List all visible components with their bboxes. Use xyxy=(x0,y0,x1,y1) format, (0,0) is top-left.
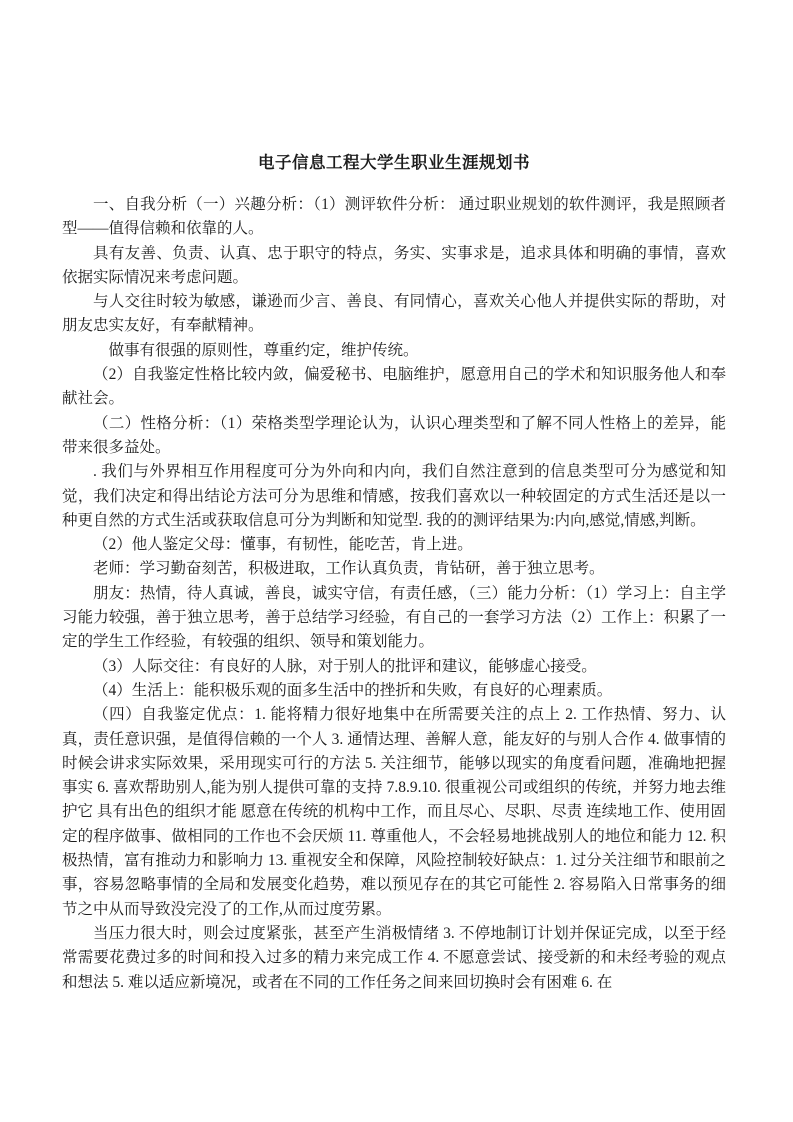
paragraph: （四）自我鉴定优点：1. 能将精力很好地集中在所需要关注的点上 2. 工作热情、努力、认真，责任意识强，是值得信赖的一个人 3. 通情达理、善解人意，能友好的与别人合作 4. 做事情的时候会讲求实际效果，采用现实可行的方法 5. 关注细节，能够以现实的角度看问题，准确地把握事实 6. 喜欢帮助别人,能为别人提供可靠的支持 7.8.9.10. 很重视公司或组织的传统，并努力地去维护它 具有出色的组织才能 愿意在传统的机构中工作，而且尽心、尽职、尽责 连续地工作、使用固定的程序做事、做相同的工作也不会厌烦 11. 尊重他人，不会轻易地挑战别人的地位和能力 12. 积极热情，富有推动力和影响力 13. 重视安全和保障，风险控制较好缺点：1. 过分关注细节和眼前之事，容易忽略事情的全局和发展变化趋势，难以预见存在的其它可能性 2. 容易陷入日常事务的细节之中从而导致没完没了的工作,从而过度劳累。 xyxy=(62,706,726,918)
paragraph: （3）人际交往：有良好的人脉，对于别人的批评和建议，能够虚心接受。 xyxy=(93,657,597,675)
paragraph: 一、自我分析（一）兴趣分析：（1）测评软件分析： 通过职业规划的软件测评，我是照顾者型——值得信赖和依靠的人。 xyxy=(62,196,726,238)
paragraph: （二）性格分析：（1）荣格类型学理论认为，认识心理类型和了解不同人性格上的差异，能带来很多益处。 xyxy=(62,414,726,456)
paragraph: （2）他人鉴定父母：懂事，有韧性，能吃苦，肯上进。 xyxy=(93,536,473,554)
paragraph: 老师：学习勤奋刻苦，积极进取，工作认真负责，肯钻研，善于独立思考。 xyxy=(93,560,605,578)
document-title: 电子信息工程大学生职业生涯规划书 xyxy=(258,153,530,172)
paragraph: 具有友善、负责、认真、忠于职守的特点，务实、实事求是，追求具体和明确的事情，喜欢依据实际情况来考虑问题。 xyxy=(62,244,726,286)
paragraph: 当压力很大时，则会过度紧张，甚至产生消极情绪 3. 不停地制订计划并保证完成，以至于经常需要花费过多的时间和投入过多的精力来完成工作 4. 不愿意尝试、接受新的和未经考验的观点和想法 5. 难以适应新境况，或者在不同的工作任务之间来回切换时会有困难 6. 在 xyxy=(62,924,726,991)
paragraph: 朋友：热情，待人真诚，善良，诚实守信，有责任感，（三）能力分析：（1）学习上：自主学习能力较强，善于独立思考，善于总结学习经验，有自己的一套学习方法（2）工作上：积累了一定的学生工作经验，有较强的组织、领导和策划能力。 xyxy=(62,584,726,651)
paragraph: . 我们与外界相互作用程度可分为外向和内向，我们自然注意到的信息类型可分为感觉和知觉，我们决定和得出结论方法可分为思维和情感，按我们喜欢以一种较固定的方式生活还是以一种更自然的方式生活或获取信息可分为判断和知觉型. 我的的测评结果为:内向,感觉,情感,判断。 xyxy=(62,463,726,529)
paragraph: 与人交往时较为敏感，谦逊而少言、善良、有同情心，喜欢关心他人并提供实际的帮助，对朋友忠实友好，有奉献精神。 xyxy=(62,293,726,335)
paragraph: （4）生活上：能积极乐观的面多生活中的挫折和失败，有良好的心理素质。 xyxy=(93,681,613,699)
paragraph: 做事有很强的原则性，尊重约定，维护传统。 xyxy=(93,341,419,359)
paragraph: （2）自我鉴定性格比较内敛，偏爱秘书、电脑维护，愿意用自己的学术和知识服务他人和奉献社会。 xyxy=(62,366,726,408)
